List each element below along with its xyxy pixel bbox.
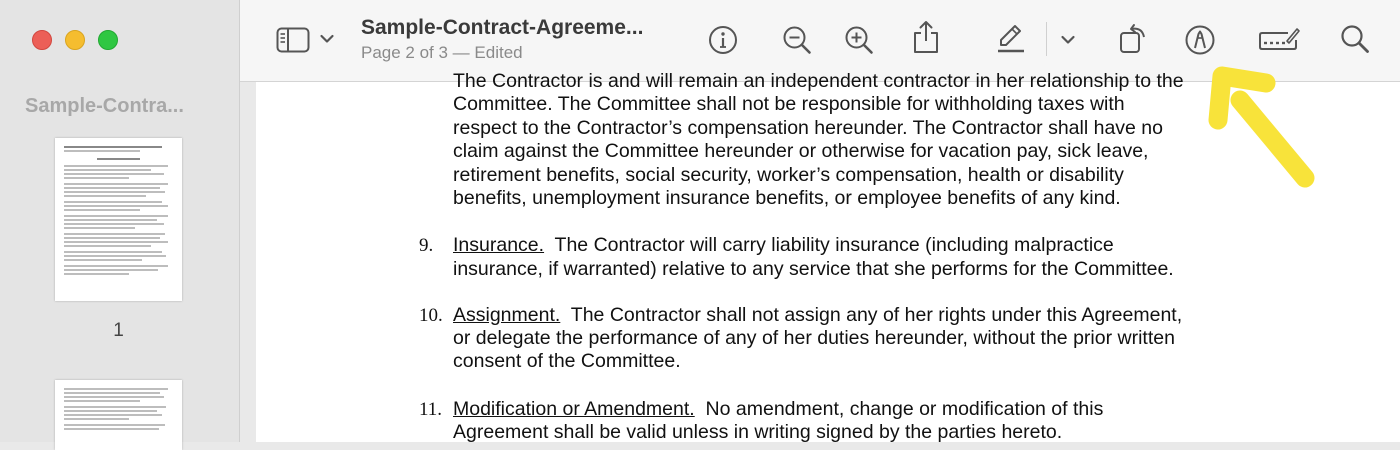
- paragraph-8-line-3: respect to the Contractor’s compensation hereunder. The Contractor shall have no: [453, 117, 1163, 139]
- form-fill-icon[interactable]: [1258, 26, 1300, 52]
- item-9-line-1: [453, 234, 1114, 258]
- zoom-in-icon[interactable]: [844, 25, 874, 55]
- share-icon[interactable]: [912, 20, 940, 54]
- paragraph-8-line-1: The Contractor is and will remain an independent contractor in her relationship to the: [453, 70, 1184, 92]
- sidebar-menu-chevron-down-icon[interactable]: [320, 34, 334, 44]
- item-11-line-1: [453, 398, 1103, 422]
- zoom-window-button[interactable]: [98, 30, 118, 50]
- zoom-out-icon[interactable]: [782, 25, 812, 55]
- rotate-icon[interactable]: [1118, 23, 1150, 55]
- item-10-line-2: or delegate the performance of any of her duties hereunder, without the prior written: [453, 327, 1175, 349]
- highlight-pen-icon[interactable]: [995, 22, 1027, 54]
- paragraph-8-line-6: benefits, unemployment insurance benefits, or employee benefits of any kind.: [453, 187, 1121, 209]
- sidebar: [0, 0, 240, 442]
- item-10-heading: Assignment.: [453, 304, 561, 326]
- document-page[interactable]: [256, 70, 1400, 443]
- document-title[interactable]: Sample-Contract-Agreeme...: [361, 16, 644, 39]
- item-9-line-1-text: The Contractor will carry liability insurance (including malpractice: [544, 234, 1114, 256]
- markup-icon[interactable]: [1184, 24, 1216, 56]
- close-window-button[interactable]: [32, 30, 52, 50]
- item-10-number: 10.: [419, 305, 443, 326]
- document-status: Page 2 of 3 — Edited: [361, 43, 523, 62]
- item-9-line-2: insurance, if warranted) relative to any service that she performs for the Committee.: [453, 258, 1174, 280]
- page-thumbnail-2[interactable]: [55, 380, 182, 450]
- paragraph-8-line-4: claim against the Committee hereunder or otherwise for vacation pay, sick leave,: [453, 140, 1149, 162]
- paragraph-8-line-5: retirement benefits, social security, worker’s compensation, health or disability: [453, 164, 1124, 186]
- window-controls: [32, 30, 118, 50]
- minimize-window-button[interactable]: [65, 30, 85, 50]
- search-icon[interactable]: [1340, 24, 1370, 54]
- item-11-heading: Modification or Amendment.: [453, 398, 695, 420]
- item-11-line-2: Agreement shall be valid unless in writing signed by the parties hereto.: [453, 421, 1063, 443]
- info-icon[interactable]: [708, 25, 738, 55]
- page-thumbnail-1-label: 1: [113, 320, 124, 341]
- sidebar-toggle-icon[interactable]: [276, 27, 310, 53]
- paragraph-8-line-2: Committee. The Committee shall not be responsible for withholding taxes with: [453, 93, 1125, 115]
- item-9-number: 9.: [419, 235, 434, 256]
- item-10-line-1-text: The Contractor shall not assign any of her rights under this Agreement,: [560, 304, 1183, 326]
- item-10-line-3: consent of the Committee.: [453, 350, 681, 372]
- item-10-line-1: [453, 304, 1182, 328]
- highlight-menu-chevron-down-icon[interactable]: [1061, 35, 1075, 45]
- toolbar-divider: [1046, 22, 1047, 56]
- sidebar-title: Sample-Contra...: [25, 95, 184, 117]
- item-9-heading: Insurance.: [453, 234, 545, 256]
- item-11-line-1-text: No amendment, change or modification of this: [694, 398, 1104, 420]
- page-thumbnail-1[interactable]: [55, 138, 182, 301]
- item-11-number: 11.: [419, 399, 443, 420]
